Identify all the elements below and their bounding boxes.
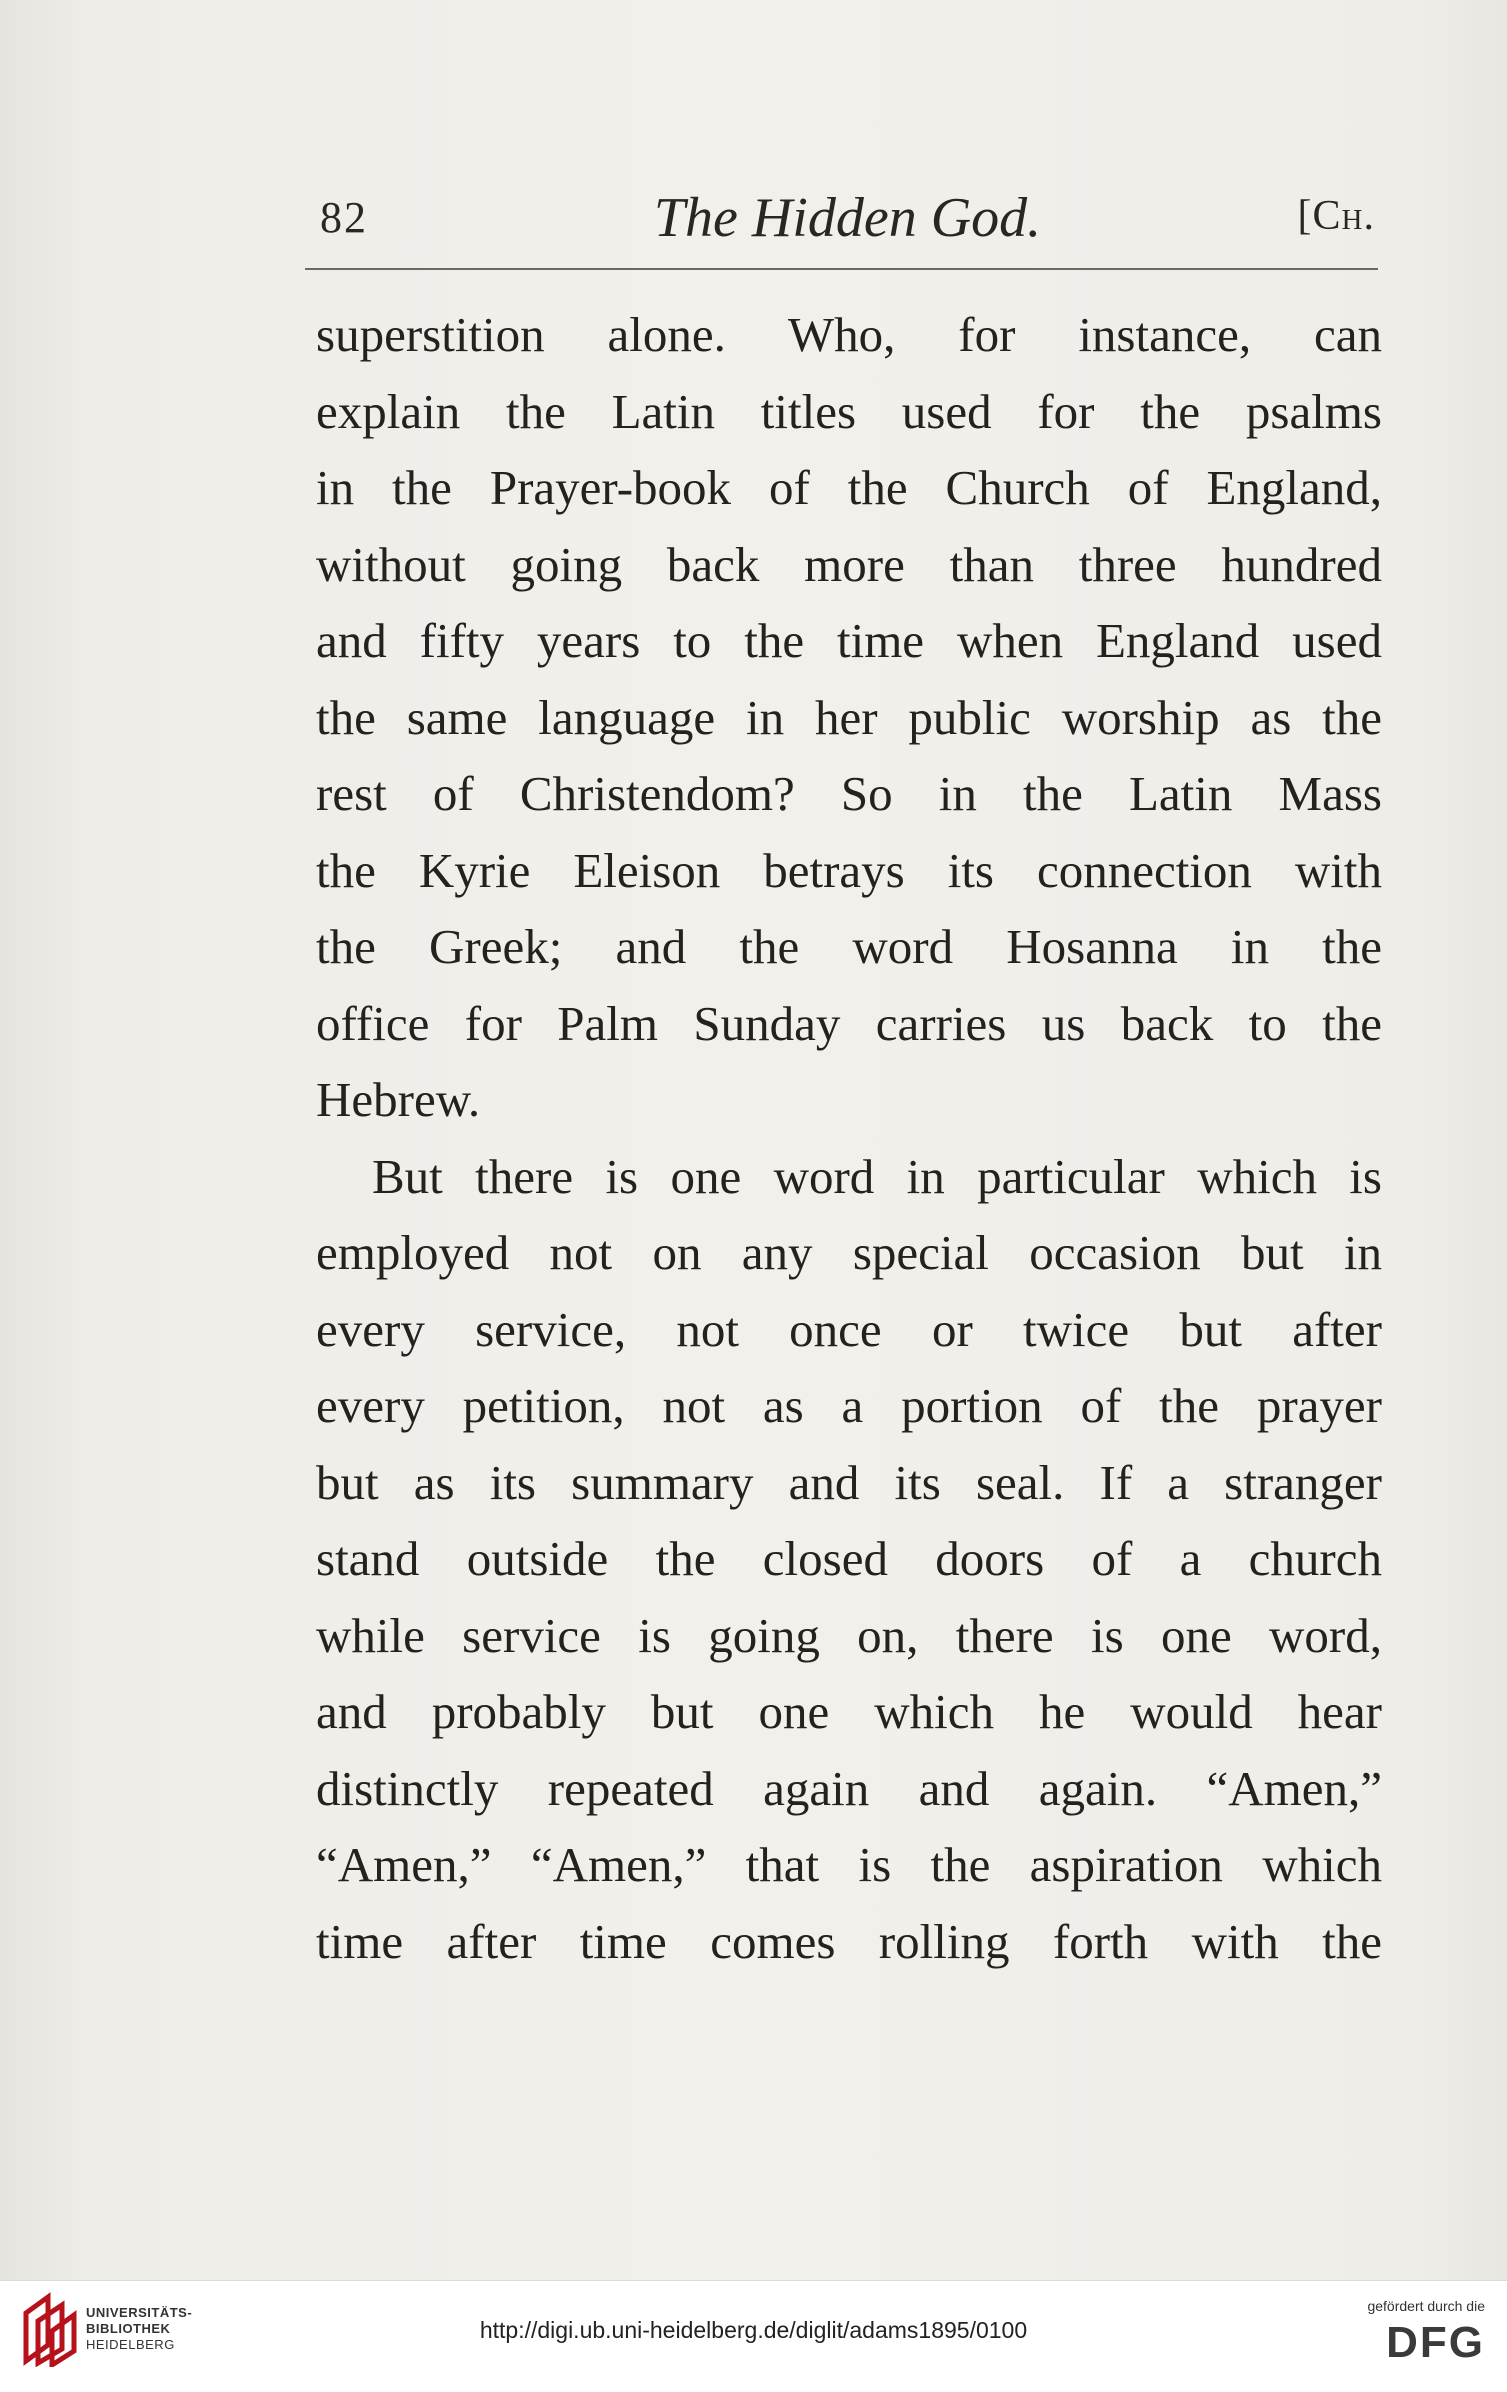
header-rule [305,268,1378,270]
text-line: But there is one word in particular which is [372,1148,1382,1204]
text-line: the same language in her public worship as the [316,689,1382,745]
text-line: explain the Latin titles used for the psalms [316,383,1382,439]
library-name-line-3: HEIDELBERG [86,2337,175,2352]
text-line: superstition alone. Who, for instance, can [316,307,1382,362]
page-header [320,180,1375,260]
text-line: office for Palm Sunday carries us back to the [316,995,1382,1051]
text-line: employed not on any special occasion but in [316,1225,1382,1280]
text-line: while service is going on, there is one word, [316,1607,1382,1663]
digitization-footer [0,2280,1507,2392]
text-line: but as its summary and its seal. If a stranger [316,1454,1382,1510]
library-name-line-1: UNIVERSITÄTS- [86,2305,193,2320]
text-line: time after time comes rolling forth with the [316,1913,1382,1969]
text-line: rest of Christendom? So in the Latin Mass [316,766,1382,821]
funding-credit [1367,2297,1485,2367]
dfg-logo: DFG [1386,2318,1485,2367]
text-line: “Amen,” “Amen,” that is the aspiration which [316,1837,1382,1892]
page-number: 82 [320,193,368,242]
library-name-line-2: BIBLIOTHEK [86,2321,171,2336]
body-text [316,297,1382,1980]
text-line: every petition, not as a portion of the prayer [316,1378,1382,1433]
text-line: distinctly repeated again and again. “Amen,” [316,1760,1382,1816]
running-title: The Hidden God. [653,187,1042,249]
text-line: without going back more than three hundred [316,536,1382,592]
text-line: the Kyrie Eleison betrays its connection with [316,842,1382,898]
funding-text: gefördert durch die [1367,2298,1485,2314]
text-line: Hebrew. [316,1072,481,1127]
text-line: every service, not once or twice but after [316,1301,1382,1357]
source-url-link[interactable]: http://digi.ub.uni-heidelberg.de/diglit/adams1895/0100 [479,2317,1028,2343]
text-line: in the Prayer-book of the Church of England, [316,460,1382,515]
chapter-mark: [Ch. [1297,193,1375,239]
text-line: and probably but one which he would hear [316,1684,1382,1739]
text-line: stand outside the closed doors of a church [316,1531,1382,1586]
text-line: and fifty years to the time when England used [316,613,1382,668]
text-line: the Greek; and the word Hosanna in the [316,919,1382,974]
